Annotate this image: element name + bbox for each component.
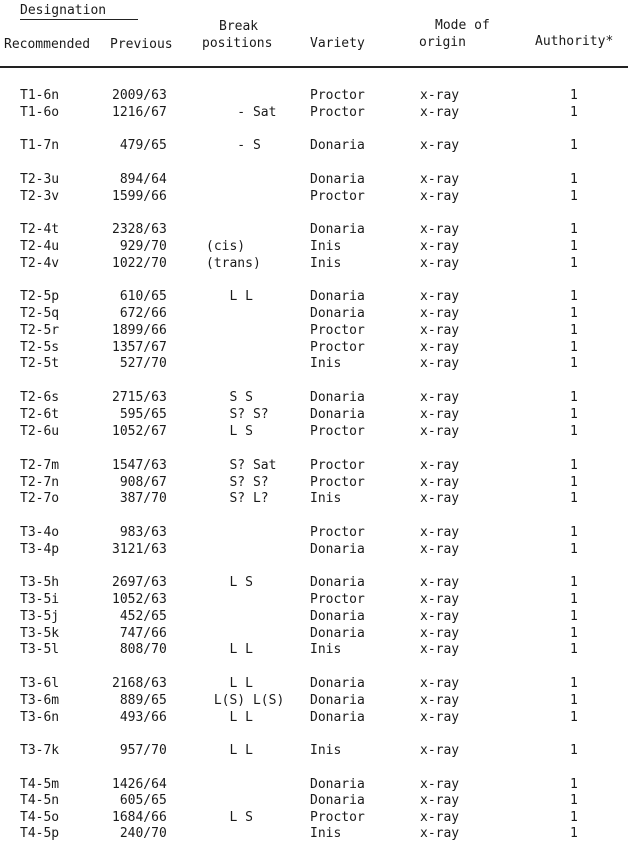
- table-row: [0, 641, 636, 658]
- table-row: [0, 171, 636, 188]
- header-mode-line1: Mode of: [435, 18, 490, 33]
- cell-authority: 1: [570, 458, 578, 473]
- table-row: [0, 322, 636, 339]
- cell-recommended: T2-7o: [20, 491, 60, 506]
- cell-authority: 1: [570, 390, 578, 405]
- cell-authority: 1: [570, 609, 578, 624]
- header-break-line1: Break: [219, 19, 259, 34]
- cell-previous: 1052/67: [112, 424, 167, 439]
- cell-variety: Inis: [310, 826, 342, 841]
- cell-recommended: T3-5j: [20, 609, 60, 624]
- table-row: [0, 809, 636, 826]
- cell-recommended: T2-5t: [20, 356, 60, 371]
- header-rule: [0, 66, 628, 68]
- designation-underline: [20, 19, 138, 20]
- cell-variety: Donaria: [310, 222, 365, 237]
- table-row: [0, 87, 636, 104]
- cell-authority: 1: [570, 693, 578, 708]
- cell-break-positions: (trans): [206, 256, 261, 271]
- table-row: [0, 288, 636, 305]
- cell-recommended: T2-4v: [20, 256, 60, 271]
- cell-break-positions: (cis): [206, 239, 246, 254]
- cell-authority: 1: [570, 172, 578, 187]
- cell-mode-of-origin: x-ray: [420, 525, 460, 540]
- cell-authority: 1: [570, 424, 578, 439]
- table-row: [0, 339, 636, 356]
- cell-variety: Donaria: [310, 626, 365, 641]
- cell-variety: Donaria: [310, 693, 365, 708]
- cell-variety: Donaria: [310, 172, 365, 187]
- cell-previous: 493/66: [112, 710, 167, 725]
- cell-recommended: T4-5n: [20, 793, 60, 808]
- header-break-line2: positions: [202, 36, 273, 51]
- header-designation: Designation: [20, 3, 107, 18]
- cell-break-positions: L L: [206, 642, 253, 657]
- cell-previous: 479/65: [112, 138, 167, 153]
- table-row: [0, 137, 636, 154]
- cell-previous: 1357/67: [112, 340, 167, 355]
- cell-recommended: T3-5h: [20, 575, 60, 590]
- cell-break-positions: L(S) L(S): [206, 693, 285, 708]
- table-row: [0, 255, 636, 272]
- cell-previous: 605/65: [112, 793, 167, 808]
- cell-mode-of-origin: x-ray: [420, 256, 460, 271]
- table-row: [0, 825, 636, 842]
- table-row: [0, 742, 636, 759]
- cell-variety: Proctor: [310, 105, 365, 120]
- table-row: [0, 221, 636, 238]
- cell-previous: 889/65: [112, 693, 167, 708]
- cell-previous: 1022/70: [112, 256, 167, 271]
- cell-authority: 1: [570, 222, 578, 237]
- cell-mode-of-origin: x-ray: [420, 306, 460, 321]
- cell-previous: 2328/63: [112, 222, 167, 237]
- table-row: [0, 776, 636, 793]
- cell-variety: Donaria: [310, 289, 365, 304]
- cell-recommended: T2-5r: [20, 323, 60, 338]
- cell-previous: 452/65: [112, 609, 167, 624]
- cell-authority: 1: [570, 189, 578, 204]
- cell-mode-of-origin: x-ray: [420, 542, 460, 557]
- cell-authority: 1: [570, 138, 578, 153]
- table-row: [0, 355, 636, 372]
- cell-break-positions: L S: [206, 810, 253, 825]
- cell-previous: 983/63: [112, 525, 167, 540]
- cell-mode-of-origin: x-ray: [420, 609, 460, 624]
- header-previous: Previous: [110, 37, 173, 52]
- cell-recommended: T1-7n: [20, 138, 60, 153]
- cell-recommended: T3-6n: [20, 710, 60, 725]
- table-row: [0, 692, 636, 709]
- cell-variety: Inis: [310, 239, 342, 254]
- cell-authority: 1: [570, 289, 578, 304]
- cell-recommended: T4-5p: [20, 826, 60, 841]
- table-row: [0, 524, 636, 541]
- table-row: [0, 675, 636, 692]
- cell-break-positions: L L: [206, 289, 253, 304]
- cell-variety: Proctor: [310, 323, 365, 338]
- cell-variety: Donaria: [310, 390, 365, 405]
- cell-recommended: T2-5q: [20, 306, 60, 321]
- cell-authority: 1: [570, 491, 578, 506]
- cell-mode-of-origin: x-ray: [420, 592, 460, 607]
- cell-variety: Donaria: [310, 542, 365, 557]
- cell-variety: Proctor: [310, 810, 365, 825]
- cell-break-positions: S S: [206, 390, 253, 405]
- cell-mode-of-origin: x-ray: [420, 390, 460, 405]
- cell-recommended: T4-5m: [20, 777, 60, 792]
- cell-variety: Donaria: [310, 793, 365, 808]
- table-row: [0, 792, 636, 809]
- cell-authority: 1: [570, 525, 578, 540]
- table-row: [0, 104, 636, 121]
- table-row: [0, 574, 636, 591]
- cell-previous: 2715/63: [112, 390, 167, 405]
- cell-authority: 1: [570, 777, 578, 792]
- cell-recommended: T1-6n: [20, 88, 60, 103]
- cell-variety: Donaria: [310, 676, 365, 691]
- cell-authority: 1: [570, 105, 578, 120]
- cell-variety: Inis: [310, 642, 342, 657]
- cell-break-positions: S? S?: [206, 475, 269, 490]
- cell-authority: 1: [570, 626, 578, 641]
- cell-mode-of-origin: x-ray: [420, 424, 460, 439]
- table-row: [0, 625, 636, 642]
- cell-previous: 747/66: [112, 626, 167, 641]
- cell-mode-of-origin: x-ray: [420, 491, 460, 506]
- cell-previous: 1052/63: [112, 592, 167, 607]
- table-row: [0, 423, 636, 440]
- cell-previous: 2009/63: [112, 88, 167, 103]
- cell-authority: 1: [570, 826, 578, 841]
- cell-mode-of-origin: x-ray: [420, 793, 460, 808]
- cell-authority: 1: [570, 592, 578, 607]
- cell-recommended: T1-6o: [20, 105, 60, 120]
- cell-variety: Proctor: [310, 475, 365, 490]
- cell-variety: Proctor: [310, 340, 365, 355]
- cell-authority: 1: [570, 710, 578, 725]
- cell-recommended: T2-3u: [20, 172, 60, 187]
- cell-break-positions: L L: [206, 710, 253, 725]
- cell-authority: 1: [570, 642, 578, 657]
- cell-previous: 1216/67: [112, 105, 167, 120]
- cell-recommended: T2-6t: [20, 407, 60, 422]
- cell-mode-of-origin: x-ray: [420, 642, 460, 657]
- cell-previous: 908/67: [112, 475, 167, 490]
- cell-variety: Donaria: [310, 710, 365, 725]
- cell-variety: Inis: [310, 743, 342, 758]
- cell-mode-of-origin: x-ray: [420, 475, 460, 490]
- table-row: [0, 490, 636, 507]
- cell-break-positions: L L: [206, 743, 253, 758]
- cell-authority: 1: [570, 88, 578, 103]
- cell-break-positions: L L: [206, 676, 253, 691]
- cell-recommended: T2-7n: [20, 475, 60, 490]
- cell-mode-of-origin: x-ray: [420, 323, 460, 338]
- cell-mode-of-origin: x-ray: [420, 626, 460, 641]
- cell-mode-of-origin: x-ray: [420, 356, 460, 371]
- cell-recommended: T3-6l: [20, 676, 60, 691]
- table-row: [0, 608, 636, 625]
- cell-recommended: T2-5p: [20, 289, 60, 304]
- cell-previous: 1426/64: [112, 777, 167, 792]
- cell-variety: Inis: [310, 256, 342, 271]
- table-row: [0, 238, 636, 255]
- cell-break-positions: L S: [206, 575, 253, 590]
- table-row: [0, 541, 636, 558]
- cell-recommended: T3-5k: [20, 626, 60, 641]
- cell-variety: Proctor: [310, 525, 365, 540]
- cell-mode-of-origin: x-ray: [420, 693, 460, 708]
- cell-authority: 1: [570, 793, 578, 808]
- cell-recommended: T2-4u: [20, 239, 60, 254]
- cell-recommended: T2-4t: [20, 222, 60, 237]
- cell-mode-of-origin: x-ray: [420, 710, 460, 725]
- cell-previous: 1899/66: [112, 323, 167, 338]
- cell-mode-of-origin: x-ray: [420, 676, 460, 691]
- table-row: [0, 591, 636, 608]
- table-row: [0, 406, 636, 423]
- cell-previous: 929/70: [112, 239, 167, 254]
- cell-authority: 1: [570, 323, 578, 338]
- cell-recommended: T3-5i: [20, 592, 60, 607]
- cell-variety: Proctor: [310, 424, 365, 439]
- cell-break-positions: S? Sat: [206, 458, 277, 473]
- cell-authority: 1: [570, 256, 578, 271]
- cell-recommended: T2-5s: [20, 340, 60, 355]
- cell-recommended: T3-7k: [20, 743, 60, 758]
- cell-recommended: T2-6s: [20, 390, 60, 405]
- cell-break-positions: S? S?: [206, 407, 269, 422]
- cell-mode-of-origin: x-ray: [420, 289, 460, 304]
- table-row: [0, 389, 636, 406]
- cell-previous: 387/70: [112, 491, 167, 506]
- cell-mode-of-origin: x-ray: [420, 172, 460, 187]
- cell-previous: 672/66: [112, 306, 167, 321]
- cell-previous: 610/65: [112, 289, 167, 304]
- cell-authority: 1: [570, 575, 578, 590]
- cell-mode-of-origin: x-ray: [420, 239, 460, 254]
- table-row: [0, 188, 636, 205]
- cell-variety: Inis: [310, 356, 342, 371]
- cell-break-positions: - Sat: [206, 105, 277, 120]
- cell-authority: 1: [570, 475, 578, 490]
- cell-recommended: T2-3v: [20, 189, 60, 204]
- cell-variety: Donaria: [310, 777, 365, 792]
- cell-recommended: T2-6u: [20, 424, 60, 439]
- cell-variety: Donaria: [310, 609, 365, 624]
- cell-mode-of-origin: x-ray: [420, 189, 460, 204]
- cell-mode-of-origin: x-ray: [420, 340, 460, 355]
- cell-previous: 957/70: [112, 743, 167, 758]
- cell-authority: 1: [570, 542, 578, 557]
- cell-previous: 527/70: [112, 356, 167, 371]
- header-recommended: Recommended: [4, 37, 91, 52]
- cell-authority: 1: [570, 356, 578, 371]
- cell-authority: 1: [570, 407, 578, 422]
- cell-variety: Proctor: [310, 88, 365, 103]
- cell-variety: Proctor: [310, 189, 365, 204]
- cell-mode-of-origin: x-ray: [420, 138, 460, 153]
- cell-mode-of-origin: x-ray: [420, 458, 460, 473]
- cell-mode-of-origin: x-ray: [420, 810, 460, 825]
- cell-authority: 1: [570, 810, 578, 825]
- cell-authority: 1: [570, 239, 578, 254]
- cell-break-positions: L S: [206, 424, 253, 439]
- cell-mode-of-origin: x-ray: [420, 743, 460, 758]
- table-row: [0, 474, 636, 491]
- cell-previous: 3121/63: [112, 542, 167, 557]
- cell-variety: Donaria: [310, 306, 365, 321]
- cell-mode-of-origin: x-ray: [420, 826, 460, 841]
- cell-previous: 808/70: [112, 642, 167, 657]
- cell-recommended: T3-4p: [20, 542, 60, 557]
- cell-break-positions: - S: [206, 138, 261, 153]
- cell-authority: 1: [570, 743, 578, 758]
- cell-variety: Proctor: [310, 592, 365, 607]
- cell-previous: 240/70: [112, 826, 167, 841]
- table-row: [0, 709, 636, 726]
- cell-break-positions: S? L?: [206, 491, 269, 506]
- cell-recommended: T4-5o: [20, 810, 60, 825]
- cell-previous: 2168/63: [112, 676, 167, 691]
- cell-recommended: T3-4o: [20, 525, 60, 540]
- header-mode-line2: origin: [419, 35, 466, 50]
- cell-variety: Donaria: [310, 138, 365, 153]
- cell-previous: 1684/66: [112, 810, 167, 825]
- cell-authority: 1: [570, 676, 578, 691]
- cell-recommended: T3-6m: [20, 693, 60, 708]
- cell-mode-of-origin: x-ray: [420, 105, 460, 120]
- cell-mode-of-origin: x-ray: [420, 222, 460, 237]
- header-authority: Authority*: [535, 34, 614, 49]
- table-row: [0, 457, 636, 474]
- header-variety: Variety: [310, 36, 365, 51]
- cell-variety: Donaria: [310, 575, 365, 590]
- cell-mode-of-origin: x-ray: [420, 88, 460, 103]
- cell-authority: 1: [570, 306, 578, 321]
- cell-previous: 894/64: [112, 172, 167, 187]
- cell-mode-of-origin: x-ray: [420, 575, 460, 590]
- cell-recommended: T2-7m: [20, 458, 60, 473]
- cell-authority: 1: [570, 340, 578, 355]
- cell-mode-of-origin: x-ray: [420, 407, 460, 422]
- cell-previous: 595/65: [112, 407, 167, 422]
- cell-variety: Proctor: [310, 458, 365, 473]
- cell-mode-of-origin: x-ray: [420, 777, 460, 792]
- cell-previous: 1599/66: [112, 189, 167, 204]
- cell-previous: 1547/63: [112, 458, 167, 473]
- cell-previous: 2697/63: [112, 575, 167, 590]
- cell-variety: Inis: [310, 491, 342, 506]
- table-row: [0, 305, 636, 322]
- cell-variety: Donaria: [310, 407, 365, 422]
- cell-recommended: T3-5l: [20, 642, 60, 657]
